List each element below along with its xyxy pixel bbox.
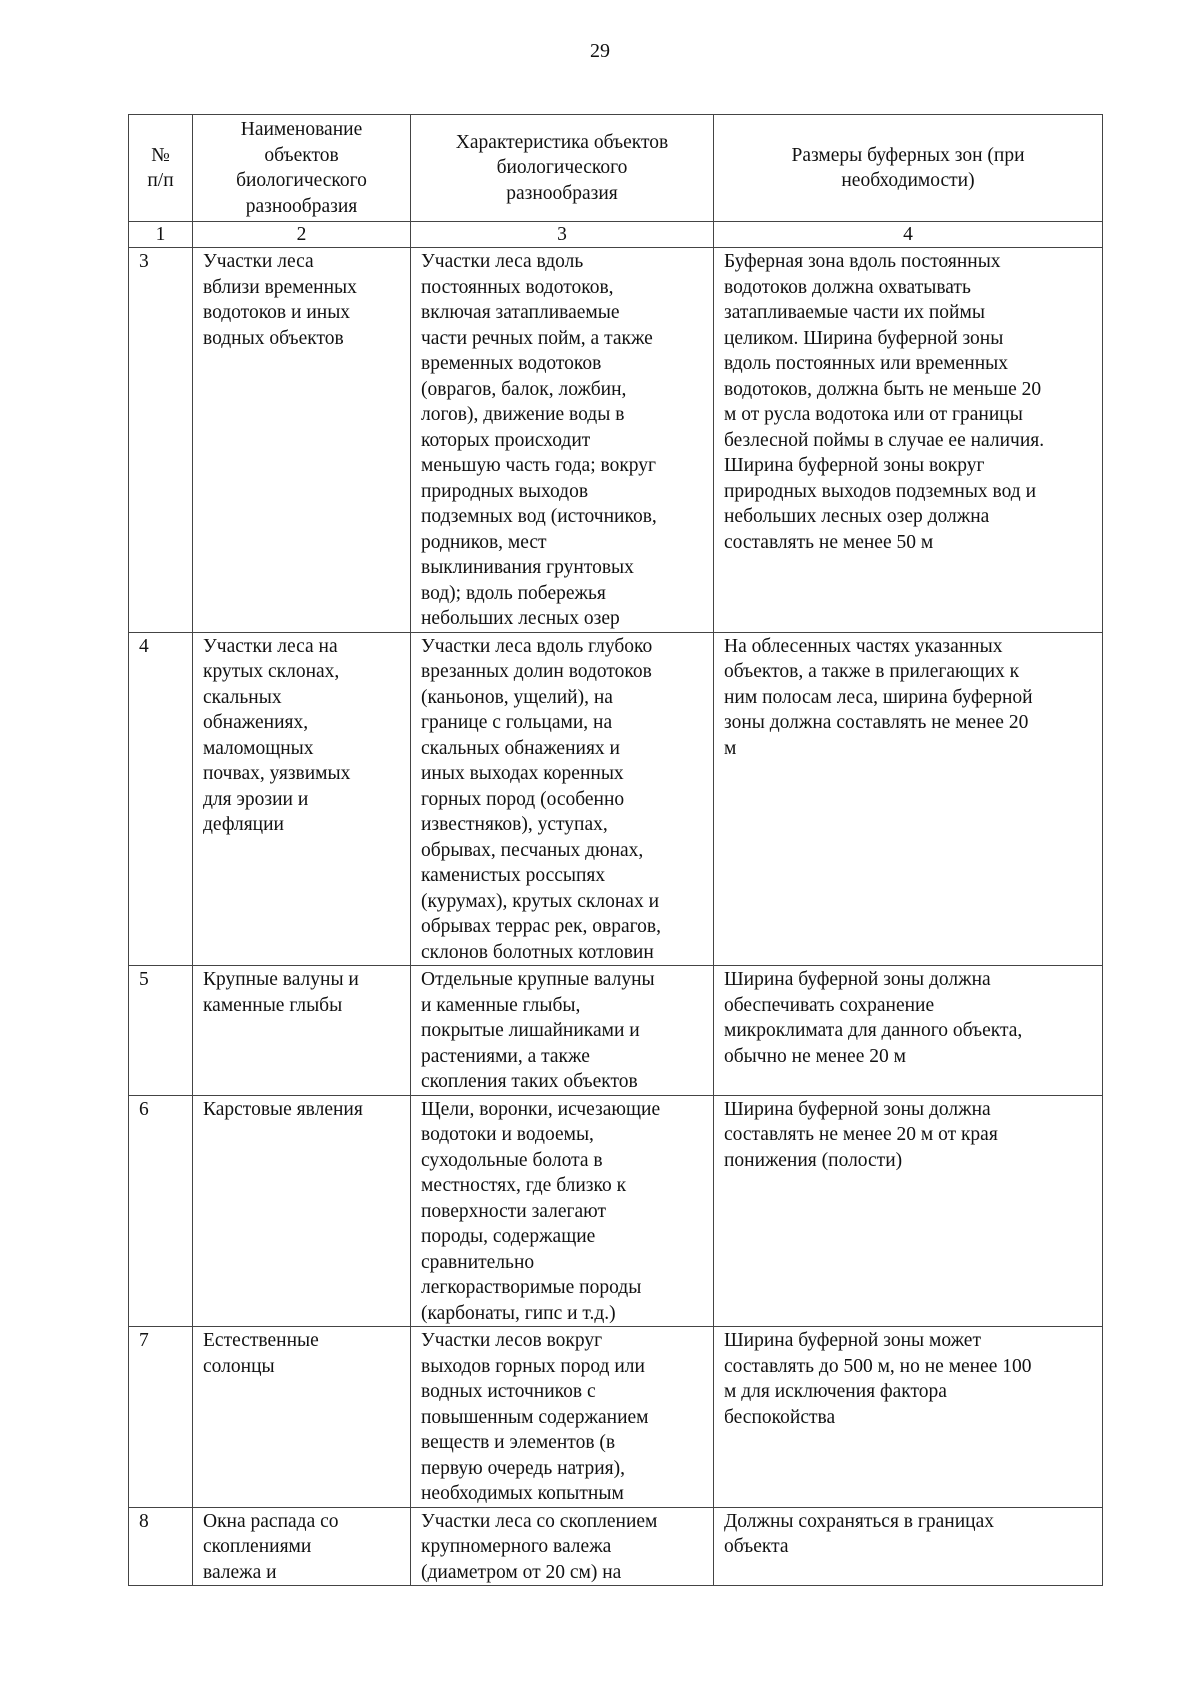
row-number: 5 (129, 966, 193, 1096)
buffer-zone-size: Ширина буферной зоны должна составлять не менее 20 м от края понижения (полости) (714, 1095, 1103, 1327)
buffer-zone-size: Ширина буферной зоны может составлять до 500 м, но не менее 100 м для исключения фактора беспокойства (714, 1327, 1103, 1508)
column-number: 2 (193, 222, 411, 248)
object-characteristic: Отдельные крупные валуны и каменные глыбы, покрытые лишайниками и растениями, а также скопления таких объектов (411, 966, 714, 1096)
object-characteristic: Участки леса со скоплением крупномерного валежа (диаметром от 20 см) на (411, 1507, 714, 1586)
object-name: Естественные солонцы (193, 1327, 411, 1508)
object-characteristic: Участки лесов вокруг выходов горных пород или водных источников с повышенным содержанием веществ и элементов (в первую очередь натрия), необходимых копытным (411, 1327, 714, 1508)
row-number: 7 (129, 1327, 193, 1508)
buffer-zone-size: На облесенных частях указанных объектов, а также в прилегающих к ним полосам леса, ширина буферной зоны должна составлять не менее 20 м (714, 632, 1103, 966)
table-row (129, 1327, 1103, 1508)
header-number: № п/п (129, 115, 193, 222)
header-buffer-size: Размеры буферных зон (при необходимости) (714, 115, 1103, 222)
object-characteristic: Участки леса вдоль постоянных водотоков, включая затапливаемые части речных пойм, а также временных водотоков (оврагов, балок, ложбин, логов), движение воды в которых происходит меньшую часть года; вокруг природных выходов подземных вод (источников, родников, мест выклинивания грунтовых вод); вдоль побережья небольших лесных озер (411, 248, 714, 633)
row-number: 4 (129, 632, 193, 966)
table-row (129, 1095, 1103, 1327)
object-name: Крупные валуны и каменные глыбы (193, 966, 411, 1096)
buffer-zone-size: Ширина буферной зоны должна обеспечивать сохранение микроклимата для данного объекта, обычно не менее 20 м (714, 966, 1103, 1096)
header-characteristic: Характеристика объектов биологического разнообразия (411, 115, 714, 222)
column-number: 3 (411, 222, 714, 248)
row-number: 6 (129, 1095, 193, 1327)
column-numbers-row (129, 222, 1103, 248)
object-name: Окна распада со скоплениями валежа и (193, 1507, 411, 1586)
buffer-zone-size: Должны сохраняться в границах объекта (714, 1507, 1103, 1586)
table-row (129, 966, 1103, 1096)
object-name: Участки леса вблизи временных водотоков и иных водных объектов (193, 248, 411, 633)
page-number: 29 (590, 40, 610, 62)
row-number: 3 (129, 248, 193, 633)
object-characteristic: Щели, воронки, исчезающие водотоки и водоемы, суходольные болота в местностях, где близко к поверхности залегают породы, содержащие сравнительно легкорастворимые породы (карбонаты, гипс и т.д.) (411, 1095, 714, 1327)
object-name: Участки леса на крутых склонах, скальных обнажениях, маломощных почвах, уязвимых для эрозии и дефляции (193, 632, 411, 966)
table-row (129, 1507, 1103, 1586)
buffer-zone-size: Буферная зона вдоль постоянных водотоков должна охватывать затапливаемые части их поймы целиком. Ширина буферной зоны вдоль постоянных или временных водотоков, должна быть не меньше 20 м от русла водотока или от границы безлесной поймы в случае ее наличия. Ширина буферной зоны вокруг природных выходов подземных вод и небольших лесных озер должна составлять не менее 50 м (714, 248, 1103, 633)
object-characteristic: Участки леса вдоль глубоко врезанных долин водотоков (каньонов, ущелий), на границе с гольцами, на скальных обнажениях и иных выходах коренных горных пород (особенно известняков), уступах, обрывах, песчаных дюнах, каменистых россыпях (курумах), крутых склонах и обрывах террас рек, оврагов, склонов болотных котловин (411, 632, 714, 966)
header-object-name: Наименование объектов биологического разнообразия (193, 115, 411, 222)
table-row (129, 632, 1103, 966)
object-name: Карстовые явления (193, 1095, 411, 1327)
buffer-zones-table (128, 114, 1103, 1586)
row-number: 8 (129, 1507, 193, 1586)
column-number: 1 (129, 222, 193, 248)
table-row (129, 248, 1103, 633)
table-header-row (129, 115, 1103, 222)
column-number: 4 (714, 222, 1103, 248)
